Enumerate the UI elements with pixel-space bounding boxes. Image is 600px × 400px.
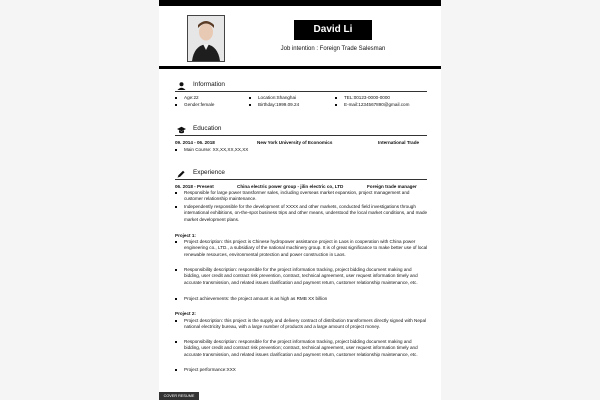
header-divider <box>159 66 441 69</box>
full-name: David Li <box>313 24 353 35</box>
resume-page: David Li Job intention : Foreign Trade Salesman Information Age:22 Location:Shanghai TEL:00123-0000-0000 Gender:female Birthday:1999.09.24 E-mail:1234567890@gmail.com Education 09. 2014 - 06. 2018 New York University of Economics International Trade Main Course: XX,XX,XX,XX,XX Experience 06. 2018 - Present China electric power group - jilin electric co, LTD Foreign trade manager Responsible for large power transformer sales, including overseas market expansion, project management and customer relationship maintenance. Independently responsible for the development of XXXX and other markets, conducted field investigations through international exhibitions, on-the-spot business trips and other means, understood the local market conditions, and made market development plans. Project 1: Project description: this project is Chinese hydropower assistance project in Laos in cooperation with China power engineering co., LTD., a subsidiary of the national machinery group. It is of great significance to make better use of local renewable resources, environmental protection and power construction in Laos. Responsibility description: responsible for the project information tracking, project bidding document making and bidding, user credit and contract risk prevention, contract, technical agreement, user request information timely and accurate transmission, and related issues clarification and payment return, customer relationship maintenance, etc. Project achievements: the project amount is as high as RMB XX billion Project 2: Project description: this project is the supply and delivery contract of distribution transformers directly signed with Nepal national electricity bureau, with a large number of products and a large amount of project money. Responsibility description: responsible for the project information tracking, project bidding document making and bidding, user credit and contract risk prevention; contract, technical agreement, user request information timely and accurate transmission, and related issues clarification and payment return, customer relationship maintenance, etc. Project performance:XXX COVER RESUME <box>159 0 441 400</box>
job-bullet: Responsible for large power transformer sales, including overseas market expansion, project management and customer relationship maintenance. <box>175 190 425 203</box>
bullet-icon <box>175 298 177 300</box>
bullet-icon <box>175 341 177 343</box>
avatar-icon <box>188 16 224 61</box>
bullet-icon <box>175 269 177 271</box>
bullet-icon <box>175 192 177 194</box>
experience-rule <box>175 179 427 180</box>
project-1-bullet: Responsibility description: responsible for the project information tracking, project bidding document making and bidding, user credit and contract risk prevention, contract, technical agreement, user request information timely and accurate transmission, and related issues clarification and payment return, customer relationship maintenance, etc. <box>175 267 425 293</box>
bullet-icon <box>175 104 177 106</box>
project-2-bullet: Project performance:XXX <box>175 367 425 374</box>
information-title: Information <box>193 81 225 88</box>
project-1-label: Project 1: <box>175 233 196 238</box>
experience-title: Experience <box>193 169 225 176</box>
person-icon <box>177 82 186 90</box>
bullet-icon <box>175 97 177 99</box>
project-2-label: Project 2: <box>175 311 196 316</box>
job-period: 06. 2018 - Present <box>175 184 214 189</box>
education-title: Education <box>193 125 222 132</box>
pencil-icon <box>177 170 186 178</box>
bullet-icon <box>335 97 337 99</box>
education-rule <box>175 135 427 136</box>
project-2-bullet: Project description: this project is the supply and delivery contract of distribution transformers directly signed with Nepal national electricity bureau, with a large number of products and a large amount of project money. <box>175 318 425 338</box>
bullet-icon <box>175 149 177 151</box>
bullet-icon <box>175 241 177 243</box>
bullet-icon <box>175 206 177 208</box>
education-major: International Trade <box>378 140 420 145</box>
education-school: New York University of Economics <box>257 140 333 145</box>
bullet-icon <box>175 369 177 371</box>
footer-tag: COVER RESUME <box>159 392 199 400</box>
education-period: 09. 2014 - 06. 2018 <box>175 140 215 145</box>
job-role: Foreign trade manager <box>367 184 417 189</box>
project-2-bullet: Responsibility description: responsible for the project information tracking, project bidding document making and bidding, user credit and contract risk prevention; contract, technical agreement, user request information timely and accurate transmission, and related issues clarification and payment return, customer relationship maintenance, etc. <box>175 339 425 365</box>
bullet-icon <box>249 104 251 106</box>
graduation-cap-icon <box>177 126 186 134</box>
bullet-icon <box>335 104 337 106</box>
job-company: China electric power group - jilin electric co, LTD <box>237 184 344 189</box>
top-bar <box>159 0 441 6</box>
bullet-icon <box>249 97 251 99</box>
project-1-bullet: Project description: this project is Chinese hydropower assistance project in Laos in cooperation with China power engineering co., LTD., a subsidiary of the national machinery group. It is of great significance to make better use of local renewable resources, environmental protection and power construction in Laos. <box>175 239 425 265</box>
name-box <box>294 20 372 40</box>
information-rule <box>175 91 427 92</box>
bullet-icon <box>175 320 177 322</box>
job-intention: Job intention : Foreign Trade Salesman <box>280 46 386 52</box>
project-1-bullet: Project achievements: the project amount is as high as RMB XX billion <box>175 296 425 303</box>
profile-photo <box>187 15 225 62</box>
job-bullet: Independently responsible for the development of XXXX and other markets, conducted field investigations through international exhibitions, on-the-spot business trips and other means, understood the local market conditions, and made market development plans. <box>175 204 425 224</box>
education-course: Main Course: XX,XX,XX,XX,XX <box>175 147 425 154</box>
